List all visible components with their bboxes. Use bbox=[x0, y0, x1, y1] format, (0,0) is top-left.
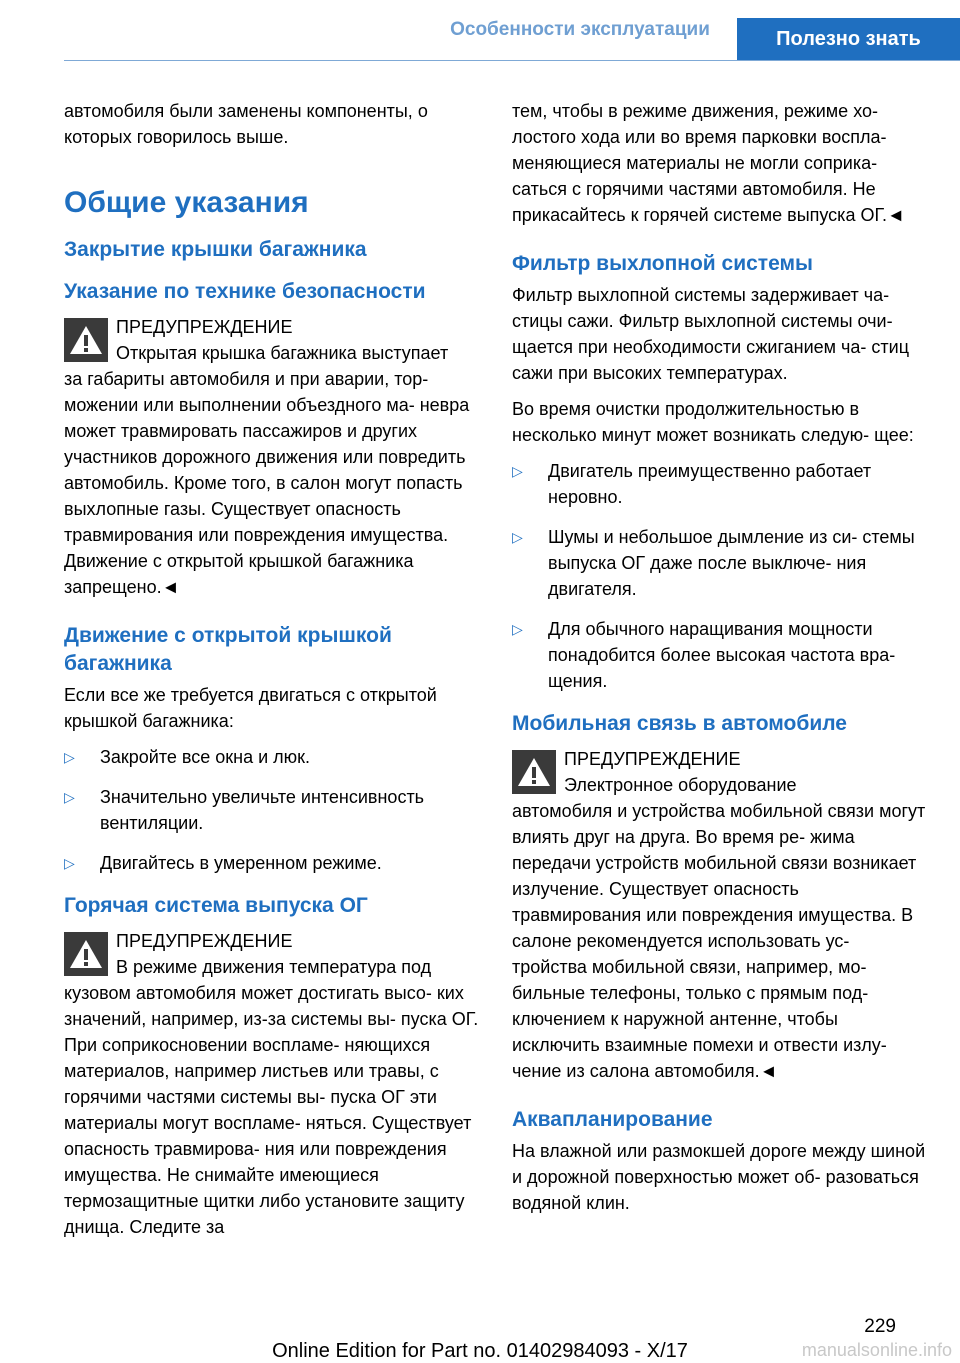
intro-text: автомобиля были заменены компоненты, о которых говорилось выше. bbox=[64, 101, 428, 147]
warning-exhaust bbox=[64, 928, 480, 1240]
triangle-bullet-icon: ▷ bbox=[64, 855, 75, 871]
list-item: ▷ Двигатель преимущественно работает неровно. bbox=[512, 458, 928, 510]
warning-body: кузовом автомобиля может достигать высо- ких значений, например, из-за системы вы- пуска ОГ. При соприкосновении воспламе- няющихся материалов, например листьев или травы, с горячими частями системы вы- пуска ОГ эти материалы могут воспламе- няться. Существует опасность травмирова- ния или повреждения имущества. Не снимайте имеющиеся термозащитные щитки либо установите защиту днища. Следите за bbox=[64, 983, 479, 1237]
heading-aquaplaning: Аквапланирование bbox=[512, 1108, 713, 1131]
warning-body: автомобиля и устройства мобильной связи могут влиять друг на друга. Во время ре- жима передачи устройств мобильной связи возникает излучение. Существует опасность травмирования или повреждения имущества. В салоне рекомендуется использовать ус- тройства мобильной связи, например, мо- бильные телефоны, только с прямым под- ключением к наружной антенне, чтобы исключить взаимные помехи и отвести излу- чение из салона автомобиля.◄ bbox=[512, 801, 926, 1081]
watermark: manualsonline.info bbox=[801, 1340, 952, 1360]
driving-list bbox=[64, 744, 480, 876]
list-item: ▷ Значительно увеличьте интенсивность вентиляции. bbox=[64, 784, 480, 836]
list-item: ▷ Двигайтесь в умеренном режиме. bbox=[64, 850, 480, 876]
heading-hot-exhaust: Горячая система выпуска ОГ bbox=[64, 894, 368, 917]
driving-text: Если все же требуется двигаться с открытой крышкой багажника: bbox=[64, 685, 437, 731]
warning-first-line: Электронное оборудование bbox=[564, 775, 797, 795]
header-section-title: Особенности эксплуатации bbox=[450, 19, 710, 40]
header-rule bbox=[64, 60, 960, 61]
filter-text: Фильтр выхлопной системы задерживает ча- стицы сажи. Фильтр выхлопной системы очи- щается при необходимости сжиганием ча- стиц сажи при высоких температурах. bbox=[512, 285, 910, 383]
warning-title: ПРЕДУПРЕЖДЕНИЕ bbox=[564, 749, 741, 769]
list-item: ▷ Для обычного наращивания мощности понадобится более высокая частота вра- щения. bbox=[512, 616, 928, 694]
warning-first-line: Открытая крышка багажника выступает bbox=[116, 343, 449, 363]
left-column bbox=[64, 98, 480, 1240]
triangle-bullet-icon: ▷ bbox=[64, 789, 75, 805]
page-number: 229 bbox=[864, 1316, 896, 1337]
warning-title: ПРЕДУПРЕЖДЕНИЕ bbox=[116, 317, 293, 337]
heading-driving-open-trunk: Движение с открытой крышкой багажника bbox=[64, 624, 392, 675]
warning-icon bbox=[512, 750, 556, 794]
list-item: ▷ Закройте все окна и люк. bbox=[64, 744, 480, 770]
triangle-bullet-icon: ▷ bbox=[512, 529, 523, 545]
filter-list bbox=[512, 458, 928, 694]
heading-exhaust-filter: Фильтр выхлопной системы bbox=[512, 252, 813, 275]
warning-icon bbox=[64, 318, 108, 362]
triangle-bullet-icon: ▷ bbox=[512, 621, 523, 637]
warning-icon bbox=[64, 932, 108, 976]
right-column bbox=[512, 98, 928, 1216]
list-item: ▷ Шумы и небольшое дымление из си- стемы выпуска ОГ даже после выключе- ния двигателя. bbox=[512, 524, 928, 602]
aquaplaning-text: На влажной или размокшей дороге между шиной и дорожной поверхностью может об- разоваться водяной клин. bbox=[512, 1141, 926, 1213]
warning-body: за габариты автомобиля и при аварии, тор- можении или выполнении объездного ма- невра может травмировать пассажиров и других участников дорожного движения или повредить автомобиль. Кроме того, в салон могут попасть выхлопные газы. Существует опасность травмирования или повреждения имущества. Движение с открытой крышкой багажника запрещено.◄ bbox=[64, 369, 470, 597]
exhaust-continued-text: тем, чтобы в режиме движения, режиме хо- лостого хода или во время парковки воспла- меняющиеся материалы не могли соприка- саться с горячими частями автомобиля. Не прикасайтесь к горячей системе выпуска ОГ.◄ bbox=[512, 101, 905, 225]
warning-first-line: В режиме движения температура под bbox=[116, 957, 432, 977]
triangle-bullet-icon: ▷ bbox=[64, 749, 75, 765]
warning-trunk bbox=[64, 314, 480, 600]
header-chapter-tab: Полезно знать bbox=[737, 18, 960, 61]
warning-mobile bbox=[512, 746, 928, 1084]
heading-mobile-comms: Мобильная связь в автомобиле bbox=[512, 712, 847, 735]
edition-note: Online Edition for Part no. 01402984093 - X/17 bbox=[272, 1340, 688, 1362]
filter-text-2: Во время очистки продолжительностью в несколько минут может возникать следую- щее: bbox=[512, 399, 914, 445]
heading-trunk: Закрытие крышки багажника bbox=[64, 238, 367, 261]
warning-title: ПРЕДУПРЕЖДЕНИЕ bbox=[116, 931, 293, 951]
triangle-bullet-icon: ▷ bbox=[512, 463, 523, 479]
heading-safety: Указание по технике безопасности bbox=[64, 280, 426, 303]
heading-general: Общие указания bbox=[64, 186, 309, 219]
page-footer bbox=[0, 1316, 960, 1362]
